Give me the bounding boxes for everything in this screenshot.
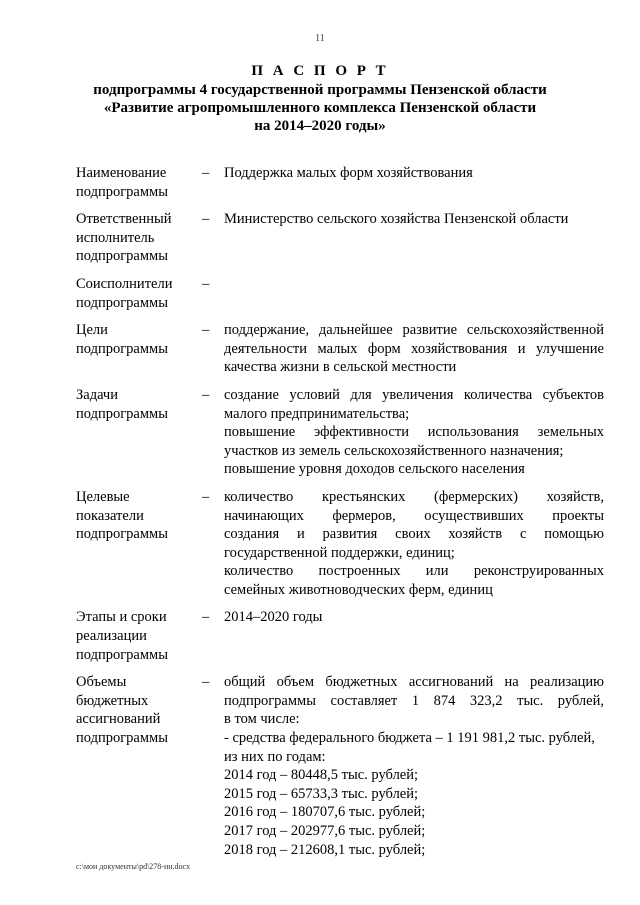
row-dash: – [202, 165, 210, 181]
row-value-line: 2016 год – 180707,6 тыс. рублей; [224, 804, 426, 821]
row-value-line: поддержание, дальнейшее развитие сельскохозяйственной [224, 322, 604, 339]
row-dash: – [202, 211, 210, 228]
row-value-line: государственной поддержки, единиц; [224, 544, 455, 561]
row-dash: – [202, 275, 210, 292]
row-value-line: создания и развития своих хозяйств с помощью [224, 526, 604, 543]
row-dash: – [202, 674, 210, 691]
row-label-line: Этапы и сроки [76, 609, 167, 626]
row-value-line: количество крестьянских (фермерских) хозяйств, [224, 488, 604, 505]
row-value-line: качества жизни в сельской местности [224, 359, 457, 376]
passport-row [76, 164, 604, 201]
row-value-line: 2018 год – 212608,1 тыс. рублей; [224, 841, 426, 858]
passport-row [76, 608, 604, 664]
header-line-1: подпрограммы 4 государственной программы Пензенской области [93, 82, 547, 98]
row-label-line: Задачи [76, 386, 118, 403]
row-label-line: Наименование [76, 165, 167, 181]
document-title: П А С П О Р Т [251, 63, 389, 79]
row-value-line: в том числе: [224, 711, 300, 728]
row-label-line: подпрограммы [76, 248, 168, 265]
row-value-line: повышение эффективности использования земельных [224, 424, 604, 441]
row-dash: – [202, 488, 210, 505]
row-label-line: Объемы [76, 674, 127, 691]
row-value-line: семейных животноводческих ферм, единиц [224, 581, 493, 598]
row-value [224, 321, 604, 377]
passport-table [76, 164, 604, 868]
page-number: 11 [315, 33, 325, 44]
row-value-line: - средства федерального бюджета – 1 191 981,2 тыс. рублей, [224, 730, 595, 747]
row-label-line: Соисполнители [76, 275, 173, 292]
row-label-line: исполнитель [76, 229, 155, 246]
row-label [76, 321, 202, 377]
row-value [224, 164, 604, 201]
row-label-line: ассигнований [76, 711, 161, 728]
row-value-line: из них по годам: [224, 748, 326, 765]
row-label-line: Ответственный [76, 211, 172, 228]
row-label-line: показатели [76, 507, 144, 524]
row-value-line: количество построенных или реконструированных [224, 563, 604, 580]
row-value [224, 673, 604, 859]
row-value [224, 488, 604, 600]
row-label [76, 386, 202, 479]
row-label [76, 275, 202, 312]
row-label [76, 210, 202, 266]
row-label-line: подпрограммы [76, 730, 168, 747]
header-line-2: «Развитие агропромышленного комплекса Пензенской области [103, 100, 537, 116]
row-value-line: 2015 год – 65733,3 тыс. рублей; [224, 785, 419, 802]
document-header [0, 62, 640, 135]
row-value-line: Поддержка малых форм хозяйствования [224, 165, 473, 181]
passport-row [76, 210, 604, 266]
row-label [76, 608, 202, 664]
row-value [224, 386, 604, 479]
row-value [224, 608, 604, 664]
row-label-line: Целевые [76, 488, 130, 505]
row-value-line: участков из земель сельскохозяйственного назначения; [224, 442, 564, 459]
row-value-line: 2014–2020 годы [224, 609, 323, 626]
passport-row [76, 488, 604, 600]
passport-row [76, 386, 604, 479]
row-label-line: бюджетных [76, 692, 149, 709]
row-label [76, 488, 202, 600]
row-value-line: общий объем бюджетных ассигнований на реализацию [224, 674, 604, 691]
row-dash: – [202, 322, 210, 339]
passport-row [76, 673, 604, 859]
row-label-line: подпрограммы [76, 526, 168, 543]
row-value-line: 2014 год – 80448,5 тыс. рублей; [224, 767, 419, 784]
row-value-line: Министерство сельского хозяйства Пензенской области [224, 211, 569, 228]
row-value-line: повышение уровня доходов сельского населения [224, 461, 525, 478]
row-value-line: создание условий для увеличения количества субъектов [224, 386, 604, 403]
header-line-3: на 2014–2020 годы» [254, 118, 386, 134]
row-label-line: подпрограммы [76, 646, 168, 663]
row-value-line: подпрограммы составляет 1 874 323,2 тыс. рублей, [224, 692, 604, 709]
row-label-line: подпрограммы [76, 183, 168, 200]
row-value-line: деятельности малых форм хозяйствования и улучшение [224, 340, 604, 357]
row-label-line: подпрограммы [76, 340, 168, 357]
row-dash: – [202, 386, 210, 403]
passport-row [76, 275, 604, 312]
passport-row [76, 321, 604, 377]
row-label [76, 164, 202, 201]
row-value [224, 275, 604, 312]
row-dash: – [202, 609, 210, 626]
row-value-line: малого предпринимательства; [224, 405, 410, 422]
row-label-line: подпрограммы [76, 405, 168, 422]
row-label [76, 673, 202, 859]
row-value-line: 2017 год – 202977,6 тыс. рублей; [224, 823, 426, 839]
row-value-line: начинающих фермеров, осуществивших проекты [224, 507, 604, 524]
row-label-line: подпрограммы [76, 294, 168, 311]
row-value [224, 210, 604, 266]
row-label-line: реализации [76, 628, 147, 645]
footer-file-path: c:\мои документы\pd\278-ин.docx [76, 862, 191, 871]
row-label-line: Цели [76, 322, 108, 339]
